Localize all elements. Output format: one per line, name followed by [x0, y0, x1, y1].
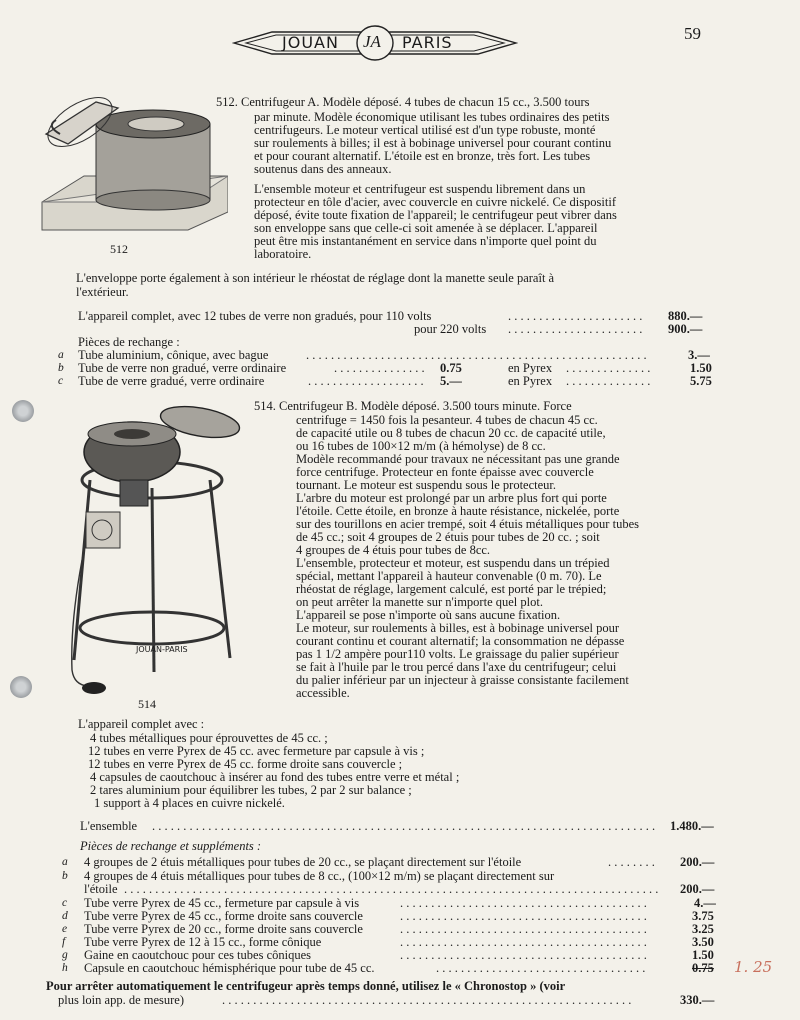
leader-dots: . . . . . . . . . . . . . . . . . . . . . .: [508, 310, 643, 323]
text-line: de 45 cc.; soit 4 groupes de 2 étuis pour tubes de 20 cc. ; soit: [296, 530, 600, 544]
spare-letter: b: [58, 362, 64, 374]
leader-dots: . . . . . . . . . . . . . . . . . . . . . . . . . . . . . . . . . . . . . . . .: [400, 923, 647, 936]
centrifuge-a-illustration: [38, 94, 228, 236]
logo-text-left: JOUAN: [282, 33, 339, 52]
text-line: L'enveloppe porte également à son intérieur le rhéostat de réglage dont la manette seule paraît à: [76, 271, 555, 285]
text-line: spécial, mettant l'appareil à hauteur convenable (0 m. 70). Le: [296, 569, 602, 583]
logo-text-right: PARIS: [402, 33, 453, 52]
text-line: peut être mis instantanément en service dans n'importe quel point du: [254, 234, 597, 248]
complete-item: 2 tares aluminium pour équilibrer les tubes, 2 par 2 sur balance ;: [90, 783, 412, 797]
spare-letter: h: [62, 962, 68, 974]
complete-title: L'appareil complet avec :: [78, 717, 205, 731]
text-line: 512. Centrifugeur A. Modèle déposé. 4 tubes de chacun 15 cc., 3.500 tours: [216, 95, 590, 109]
spare-letter: a: [58, 349, 64, 361]
punch-hole: [10, 676, 32, 698]
text-line: du palier inférieur par un injecteur à graisse consistante facilement: [296, 673, 629, 687]
leader-dots: . . . . . . . . . . . . . .: [566, 375, 651, 388]
spare-letter: g: [62, 949, 68, 961]
text-line: soutenus dans des anneaux.: [254, 162, 392, 176]
price: 880.—: [668, 309, 703, 323]
leader-dots: . . . . . . . . . . . . . . .: [334, 362, 425, 375]
price: 3.—: [688, 348, 710, 362]
text-line: 4 groupes de 4 étuis pour tubes de 8cc.: [296, 543, 491, 557]
leader-dots: . . . . . . . . . . . . . .: [566, 362, 651, 375]
centrifuge-b-illustration: [60, 400, 260, 700]
text-line: sur des tourillons en acier trempé, soit 4 étuis métalliques pour tubes: [296, 517, 639, 531]
price: 1.50: [690, 361, 712, 375]
text-line: L'ensemble moteur et centrifugeur est suspendu librement dans un: [254, 182, 586, 196]
spare-letter: d: [62, 910, 68, 922]
leader-dots: . . . . . . . . . . . . . . . . . . . . . . . . . . . . . . . . . . . . . . . . . . . . . . . . . . . . . . . . . . . . . . . . . . . . . . . . . . . . . . . . .: [152, 820, 656, 833]
leader-dots: . . . . . . . . . . . . . . . . . . . . . . . . . . . . . . . . . . . . . . . . . . . . . . . . . . . . . . .: [306, 349, 647, 362]
spare-letter: c: [58, 375, 64, 387]
spare-text: Tube de verre non gradué, verre ordinaire: [78, 361, 287, 375]
leader-dots: . . . . . . . . . . . . . . . . . . . . . . . . . . . . . . . . . . . . . . . . . . . . . . . . . . . . . . . . . . . . . . . . . . . . . . . . . . . . . . . . . . . . . .: [124, 883, 659, 896]
leader-dots: . . . . . . . . . . . . . . . . . . . . . . . . . . . . . . . . . .: [436, 962, 646, 975]
spare-text: Tube verre Pyrex de 20 cc., forme droite sans couvercle: [84, 922, 363, 936]
price: 3.25: [692, 922, 714, 936]
price: 5.—: [440, 374, 462, 388]
tripod-label: JOUAN-PARIS: [136, 645, 188, 654]
punch-hole: [12, 400, 34, 422]
text-line: force centrifuge. Protecteur en fonte épaisse avec couvercle: [296, 465, 594, 479]
complete-item: 12 tubes en verre Pyrex de 45 cc. forme droite sans couvercle ;: [88, 757, 403, 771]
price-struck: 0.75: [692, 961, 714, 975]
chronostop-line: Pour arrêter automatiquement le centrifugeur après temps donné, utilisez le « Chronostop » (voir: [46, 979, 566, 993]
text-line: L'arbre du moteur est prolongé par un arbre plus fort qui porte: [296, 491, 607, 505]
text-line: L'appareil se pose n'importe où sans aucune fixation.: [296, 608, 561, 622]
leader-dots: . . . . . . . . . . . . . . . . . . . . . . . . . . . . . . . . . . . . . . . .: [400, 949, 647, 962]
text-line: pas 1 1/2 ampère pour110 volts. Le graissage du palier supérieur: [296, 647, 619, 661]
price: 200.—: [680, 882, 715, 896]
text-line: on peut arrêter la manette sur n'importe quel plot.: [296, 595, 543, 609]
price: 330.—: [680, 993, 715, 1007]
complete-item: 4 tubes métalliques pour éprouvettes de 45 cc. ;: [90, 731, 328, 745]
price: 1.50: [692, 948, 714, 962]
price: 0.75: [440, 361, 462, 375]
price: 3.75: [692, 909, 714, 923]
leader-dots: . . . . . . . . . . . . . . . . . . . . . . . . . . . . . . . . . . . . . . . . . . . . . . . . . . . . . . . . . . . . . . . . . .: [222, 994, 632, 1007]
spare-letter: b: [62, 870, 68, 882]
page-number: 59: [684, 24, 701, 43]
figure-label-512: 512: [110, 242, 128, 256]
figure-label-514: 514: [138, 697, 156, 711]
logo-monogram: JA: [363, 32, 381, 51]
text-line: ou 16 tubes de 100×12 m/m (à hémolyse) de 8 cc.: [296, 439, 546, 453]
leader-dots: . . . . . . . . . . . . . . . . . . .: [308, 375, 424, 388]
leader-dots: . . . . . . . .: [608, 856, 655, 869]
text-line: se fait à l'huile par le trou percé dans l'axe du centrifugeur; celui: [296, 660, 617, 674]
spare-letter: f: [62, 936, 66, 948]
spare-text: Tube verre Pyrex de 45 cc., fermeture par capsule à vis: [84, 896, 360, 910]
text-line: Modèle recommandé pour travaux ne nécessitant pas une grande: [296, 452, 620, 466]
pyrex-label: en Pyrex: [508, 374, 553, 388]
ensemble-label: L'ensemble: [80, 819, 138, 833]
text-line: courant continu et courant alternatif; la consommation ne dépasse: [296, 634, 625, 648]
spare-text: Tube verre Pyrex de 45 cc., forme droite sans couvercle: [84, 909, 363, 923]
spare-letter: e: [62, 923, 68, 935]
text-line: l'extérieur.: [76, 285, 129, 299]
handwritten-correction: 1. 25: [734, 958, 773, 976]
spare-text: 4 groupes de 2 étuis métalliques pour tubes de 20 cc., se plaçant directement sur l'étoile: [84, 855, 522, 869]
chronostop-line-cont: plus loin app. de mesure): [58, 993, 185, 1007]
price: 900.—: [668, 322, 703, 336]
spare-text: Tube de verre gradué, verre ordinaire: [78, 374, 265, 388]
text-line: son enveloppe sans que celle-ci soit amenée à se déplacer. L'appareil: [254, 221, 598, 235]
text-line: protecteur en tôle d'acier, avec couvercle en cuivre nickelé. Ce dispositif: [254, 195, 616, 209]
spare-text-cont: l'étoile: [84, 882, 118, 896]
text-line: tournant. Le moteur est suspendu sous le protecteur.: [296, 478, 557, 492]
leader-dots: . . . . . . . . . . . . . . . . . . . . . . . . . . . . . . . . . . . . . . . .: [400, 910, 647, 923]
pyrex-label: en Pyrex: [508, 361, 553, 375]
leader-dots: . . . . . . . . . . . . . . . . . . . . . .: [508, 323, 643, 336]
complete-line-220v: pour 220 volts: [414, 322, 487, 336]
text-line: de capacité utile ou 8 tubes de chacun 20 cc. de capacité utile,: [296, 426, 606, 440]
price: 5.75: [690, 374, 712, 388]
text-line: accessible.: [296, 686, 350, 700]
text-line: par minute. Modèle économique utilisant les tubes ordinaires des petits: [254, 110, 610, 124]
spares-title: Pièces de rechange et suppléments :: [80, 839, 262, 853]
text-line: centrifuge = 1450 fois la pesanteur. 4 tubes de chacun 45 cc.: [296, 413, 598, 427]
jouan-paris-logo: [232, 24, 518, 62]
price: 3.50: [692, 935, 714, 949]
price: 4.—: [694, 896, 716, 910]
complete-item: 12 tubes en verre Pyrex de 45 cc. avec fermeture par capsule à vis ;: [88, 744, 425, 758]
spare-text: Gaine en caoutchouc pour ces tubes côniques: [84, 948, 312, 962]
text-line: laboratoire.: [254, 247, 312, 261]
text-line: rhéostat de réglage, largement calculé, est porté par le trépied;: [296, 582, 607, 596]
spare-text: Capsule en caoutchouc hémisphérique pour tube de 45 cc.: [84, 961, 375, 975]
text-line: centrifugeurs. Le moteur vertical utilisé est d'un type robuste, monté: [254, 123, 596, 137]
leader-dots: . . . . . . . . . . . . . . . . . . . . . . . . . . . . . . . . . . . . . . . .: [400, 936, 647, 949]
text-line: 514. Centrifugeur B. Modèle déposé. 3.500 tours minute. Force: [254, 399, 572, 413]
complete-item: 1 support à 4 places en cuivre nickelé.: [94, 796, 285, 810]
text-line: L'ensemble, protecteur et moteur, est suspendu dans un trépied: [296, 556, 610, 570]
complete-item: 4 capsules de caoutchouc à insérer au fond des tubes entre verre et métal ;: [90, 770, 460, 784]
text-line: et pour courant alternatif. L'étoile est en bronze, très fort. Les tubes: [254, 149, 591, 163]
spare-text: Tube verre Pyrex de 12 à 15 cc., forme cônique: [84, 935, 322, 949]
spare-text: 4 groupes de 4 étuis métalliques pour tubes de 8 cc., (100×12 m/m) se plaçant directement sur: [84, 869, 555, 883]
text-line: l'étoile. Cette étoile, en bronze à haute résistance, nickelée, porte: [296, 504, 620, 518]
spare-text: Tube aluminium, cônique, avec bague: [78, 348, 269, 362]
price: 200.—: [680, 855, 715, 869]
price: 1.480.—: [670, 819, 714, 833]
spare-letter: a: [62, 856, 68, 868]
text-line: Le moteur, sur roulements à billes, est à bobinage universel pour: [296, 621, 620, 635]
text-line: sur roulements à billes; il est à bobinage universel pour courant continu: [254, 136, 612, 150]
complete-line-110v: L'appareil complet, avec 12 tubes de verre non gradués, pour 110 volts: [78, 309, 432, 323]
spare-letter: c: [62, 897, 68, 909]
leader-dots: . . . . . . . . . . . . . . . . . . . . . . . . . . . . . . . . . . . . . . . .: [400, 897, 647, 910]
text-line: déposé, évite toute fixation de l'appareil; le centrifugeur peut vibrer dans: [254, 208, 617, 222]
spares-title: Pièces de rechange :: [78, 335, 180, 349]
